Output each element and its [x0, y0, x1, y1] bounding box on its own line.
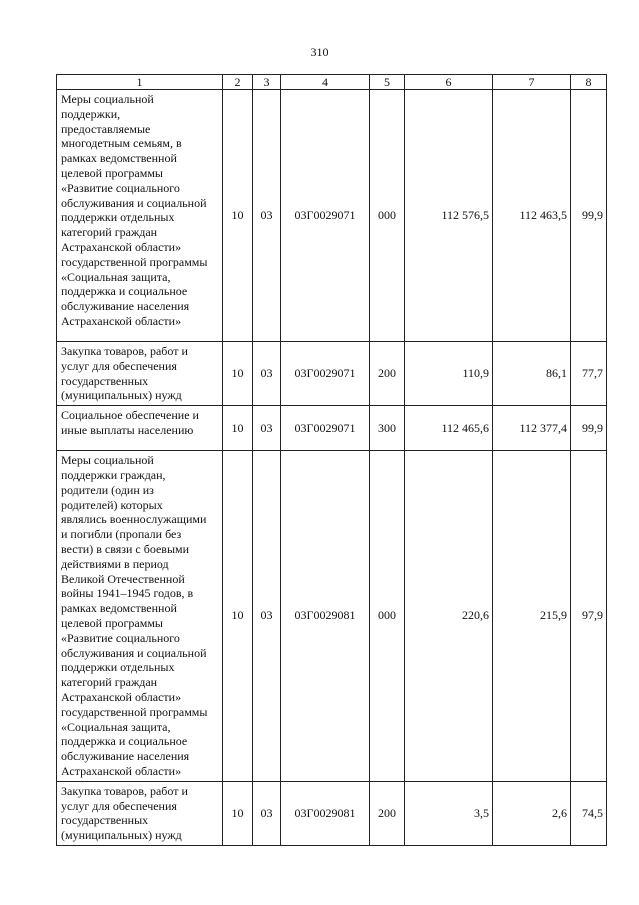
row-description: [57, 451, 223, 782]
description-line: Астраханской области»: [61, 313, 182, 328]
cell-expense-type: 200: [370, 342, 405, 406]
description-line: Великой Отечественной: [61, 571, 185, 586]
cell-planned: 110,9: [405, 342, 493, 406]
cell-planned: 112 465,6: [405, 406, 493, 451]
header-col-6: 6: [405, 75, 493, 90]
description-line: рамках ведомственной: [61, 601, 177, 616]
cell-section: 10: [223, 406, 253, 451]
description-line: Астраханской области»: [61, 239, 182, 254]
description-line: и погибли (пропали без: [61, 527, 182, 542]
cell-subsection: 03: [253, 781, 281, 845]
cell-subsection: 03: [253, 451, 281, 782]
row-description: [57, 90, 223, 342]
description-line: поддержка и социальное: [61, 284, 188, 299]
description-line: поддержки граждан,: [61, 467, 166, 482]
description-line: предоставляемые: [61, 121, 151, 136]
table-row: [57, 342, 607, 406]
description-line: категорий граждан: [61, 675, 158, 690]
description-line: войны 1941–1945 годов, в: [61, 586, 194, 601]
description-line: многодетным семьям, в: [61, 136, 182, 151]
cell-subsection: 03: [253, 406, 281, 451]
header-col-8: 8: [571, 75, 607, 90]
cell-executed: 86,1: [493, 342, 571, 406]
cell-target-article: 03Г0029071: [281, 90, 370, 342]
description-line: «Развитие социального: [61, 180, 180, 195]
header-col-5: 5: [370, 75, 405, 90]
description-line: государственных: [61, 373, 149, 388]
cell-planned: 112 576,5: [405, 90, 493, 342]
header-row: [57, 75, 607, 90]
cell-target-article: 03Г0029081: [281, 451, 370, 782]
description-line: являлись военнослужащими: [61, 512, 207, 527]
cell-section: 10: [223, 451, 253, 782]
cell-executed: 215,9: [493, 451, 571, 782]
cell-subsection: 03: [253, 90, 281, 342]
cell-percent: 77,7: [571, 342, 607, 406]
header-col-4: 4: [281, 75, 370, 90]
header-col-3: 3: [253, 75, 281, 90]
description-line: действиями в период: [61, 556, 169, 571]
table-row: [57, 406, 607, 451]
description-line: государственных: [61, 813, 149, 828]
description-line: родителей) которых: [61, 497, 163, 512]
cell-expense-type: 300: [370, 406, 405, 451]
cell-expense-type: 200: [370, 781, 405, 845]
description-line: Астраханской области»: [61, 763, 182, 778]
row-description: [57, 342, 223, 406]
description-line: иные выплаты населению: [61, 422, 194, 437]
description-line: Социальное обеспечение и: [61, 408, 199, 423]
description-line: Астраханской области»: [61, 689, 182, 704]
description-line: Закупка товаров, работ и: [61, 344, 188, 358]
cell-expense-type: 000: [370, 451, 405, 782]
cell-planned: 220,6: [405, 451, 493, 782]
description-line: государственной программы: [61, 704, 208, 719]
description-line: рамках ведомственной: [61, 151, 177, 166]
header-col-2: 2: [223, 75, 253, 90]
description-line: вести) в связи с боевыми: [61, 541, 190, 556]
cell-planned: 3,5: [405, 781, 493, 845]
page-number: 310: [310, 45, 329, 59]
cell-section: 10: [223, 342, 253, 406]
cell-executed: 112 463,5: [493, 90, 571, 342]
cell-percent: 99,9: [571, 90, 607, 342]
cell-target-article: 03Г0029081: [281, 781, 370, 845]
description-line: «Социальная защита,: [61, 719, 171, 734]
description-line: обслуживание населения: [61, 749, 190, 764]
description-line: целевой программы: [61, 165, 163, 180]
cell-section: 10: [223, 781, 253, 845]
description-line: (муниципальных) нужд: [61, 388, 182, 403]
description-line: услуг для обеспечения: [61, 798, 177, 813]
description-line: Меры социальной: [61, 92, 154, 106]
table-row: [57, 90, 607, 342]
cell-percent: 97,9: [571, 451, 607, 782]
table-row: [57, 781, 607, 845]
cell-executed: 112 377,4: [493, 406, 571, 451]
description-line: обслуживания и социальной: [61, 195, 207, 210]
cell-section: 10: [223, 90, 253, 342]
cell-target-article: 03Г0029071: [281, 342, 370, 406]
row-description: [57, 781, 223, 845]
description-line: обслуживание населения: [61, 299, 190, 314]
header-col-7: 7: [493, 75, 571, 90]
description-line: поддержки,: [61, 106, 121, 121]
description-line: Меры социальной: [61, 453, 154, 468]
description-line: целевой программы: [61, 615, 163, 630]
description-line: «Социальная защита,: [61, 269, 171, 284]
description-line: (муниципальных) нужд: [61, 828, 182, 843]
description-line: Закупка товаров, работ и: [61, 783, 188, 798]
budget-table: [56, 74, 607, 846]
description-line: поддержка и социальное: [61, 734, 188, 749]
description-line: поддержки отдельных: [61, 210, 175, 225]
row-description: [57, 406, 223, 451]
cell-percent: 99,9: [571, 406, 607, 451]
cell-subsection: 03: [253, 342, 281, 406]
cell-percent: 74,5: [571, 781, 607, 845]
cell-expense-type: 000: [370, 90, 405, 342]
description-line: категорий граждан: [61, 225, 158, 240]
header-col-1: 1: [57, 75, 223, 90]
description-line: «Развитие социального: [61, 630, 180, 645]
description-line: услуг для обеспечения: [61, 358, 177, 373]
description-line: государственной программы: [61, 254, 208, 269]
description-line: обслуживания и социальной: [61, 645, 207, 660]
description-line: поддержки отдельных: [61, 660, 175, 675]
description-line: родители (один из: [61, 482, 154, 497]
cell-executed: 2,6: [493, 781, 571, 845]
cell-target-article: 03Г0029071: [281, 406, 370, 451]
table-row: [57, 451, 607, 782]
